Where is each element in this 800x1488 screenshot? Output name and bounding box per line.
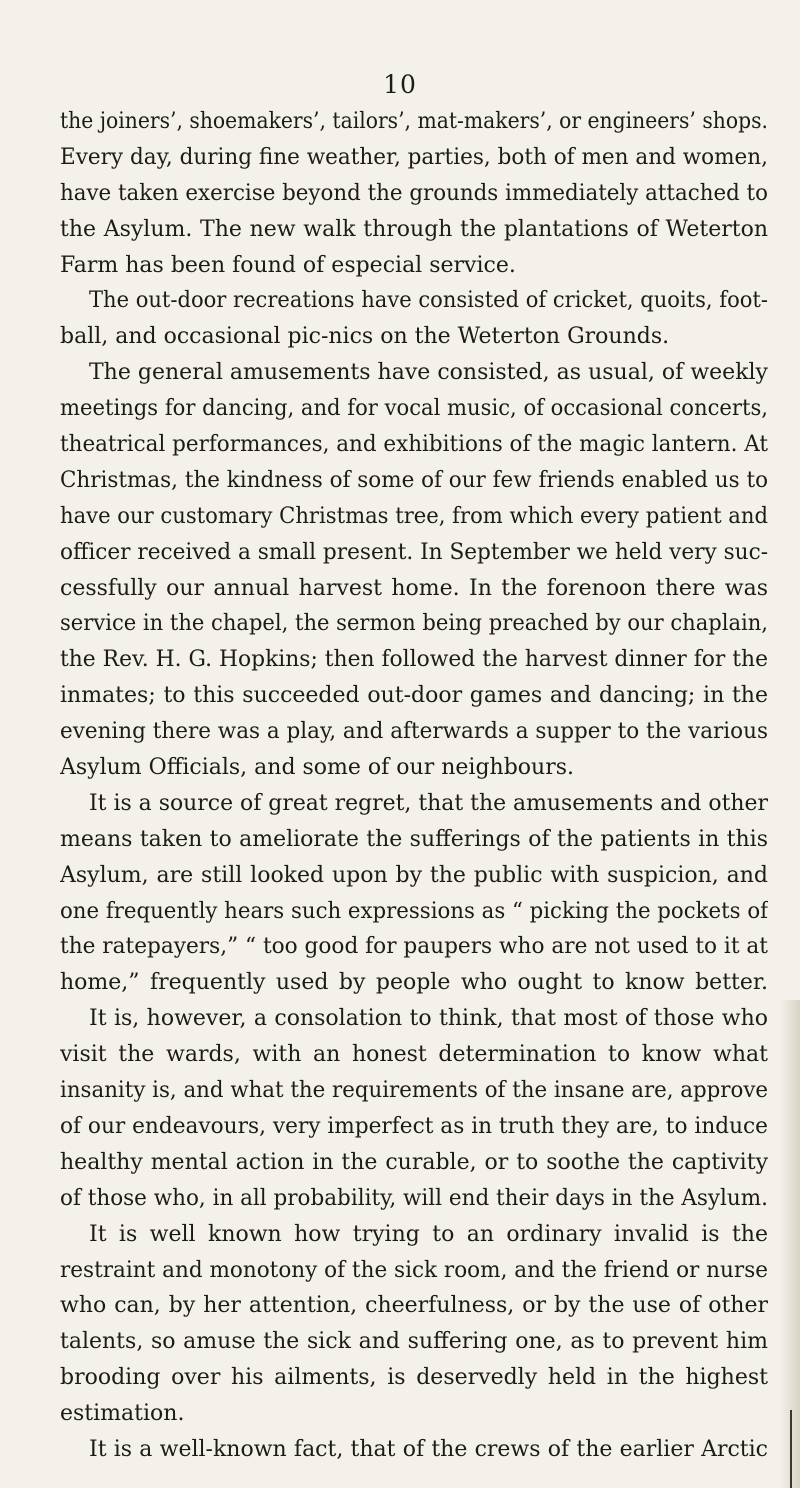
text-line: one frequently hears such expressions as “ picking the pockets of	[60, 898, 768, 924]
text-line: Christmas, the kindness of some of our few friends enabled us to	[60, 467, 768, 493]
text-line: home,” frequently used by people who ought to know better.	[60, 970, 768, 996]
text-line: It is a source of great regret, that the amusements and other	[89, 790, 768, 816]
text-line: cessfully our annual harvest home. In the forenoon there was	[60, 575, 768, 601]
page-number: 10	[383, 70, 417, 99]
text-line: restraint and monotony of the sick room, and the friend or nurse	[60, 1257, 768, 1283]
text-line: talents, so amuse the sick and suffering one, as to prevent him	[60, 1329, 768, 1355]
text-line: officer received a small present. In September we held very suc-	[60, 539, 768, 565]
text-line: estimation.	[60, 1401, 185, 1427]
text-line: It is well known how trying to an ordinary invalid is the	[89, 1221, 768, 1247]
text-line: brooding over his ailments, is deservedly held in the highest	[60, 1365, 768, 1391]
text-line: service in the chapel, the sermon being preached by our chaplain,	[60, 611, 768, 637]
text-line: Every day, during fine weather, parties, both of men and women,	[60, 144, 768, 170]
text-line: It is, however, a consolation to think, that most of those who	[89, 1006, 768, 1032]
text-line: insanity is, and what the requirements of the insane are, approve	[60, 1078, 768, 1104]
text-line: Asylum Officials, and some of our neighbours.	[60, 755, 575, 781]
text-line: the ratepayers,” “ too good for paupers who are not used to it at	[60, 934, 768, 960]
text-line: The general amusements have consisted, as usual, of weekly	[89, 360, 768, 386]
text-line: the joiners’, shoemakers’, tailors’, mat-makers’, or engineers’ shops.	[60, 109, 768, 134]
text-line: the Asylum. The new walk through the plantations of Weterton	[60, 216, 768, 242]
text-line: ball, and occasional pic-nics on the Weterton Grounds.	[60, 324, 670, 350]
text-line: Asylum, are still looked upon by the public with suspicion, and	[60, 862, 768, 888]
text-line: have our customary Christmas tree, from which every patient and	[60, 503, 768, 529]
body-text	[60, 104, 768, 1468]
text-line: healthy mental action in the curable, or to soothe the captivity	[60, 1149, 768, 1175]
text-line: theatrical performances, and exhibitions of the magic lantern. At	[60, 432, 768, 458]
text-line: have taken exercise beyond the grounds immediately attached to	[60, 180, 768, 206]
text-line: Farm has been found of especial service.	[60, 252, 516, 278]
page-edge-rule	[790, 1410, 792, 1488]
text-line: It is a well-known fact, that of the crews of the earlier Arctic	[89, 1436, 768, 1462]
text-line: The out-door recreations have consisted of cricket, quoits, foot-	[89, 288, 768, 314]
text-line: evening there was a play, and afterwards a supper to the various	[60, 719, 768, 745]
text-line: inmates; to this succeeded out-door games and dancing; in the	[60, 683, 768, 709]
text-line: of our endeavours, very imperfect as in truth they are, to induce	[60, 1113, 768, 1139]
text-line: of those who, in all probability, will end their days in the Asylum.	[60, 1185, 768, 1211]
text-line: the Rev. H. G. Hopkins; then followed the harvest dinner for the	[60, 647, 768, 673]
text-line: visit the wards, with an honest determination to know what	[60, 1042, 768, 1068]
text-line: who can, by her attention, cheerfulness, or by the use of other	[60, 1293, 768, 1319]
text-line: meetings for dancing, and for vocal music, of occasional concerts,	[60, 396, 768, 422]
text-line: means taken to ameliorate the sufferings of the patients in this	[60, 826, 768, 852]
